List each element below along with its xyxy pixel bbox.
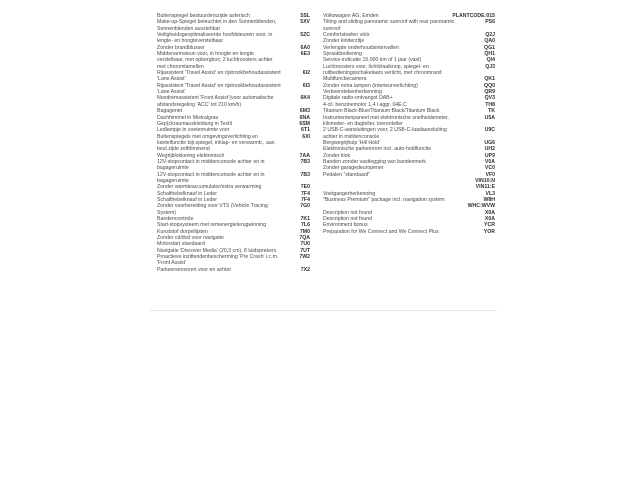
option-description: Digitale radio-ontvangst DAB+ <box>323 95 393 102</box>
option-code: U9C <box>484 127 495 134</box>
option-code: W8H <box>483 196 495 203</box>
option-code: QR9 <box>484 89 495 96</box>
option-description: Zonder klok <box>323 152 351 159</box>
option-code: QQ0 <box>484 82 495 89</box>
option-row <box>157 32 310 45</box>
option-code: X0A <box>484 209 495 216</box>
option-description: Zonder voorbereiding voor VTS (Vehicle Tracing System) <box>157 203 268 216</box>
option-code: 7F4 <box>301 196 310 203</box>
option-code: 7AA <box>299 152 310 159</box>
option-row <box>157 203 310 216</box>
option-code: 6I3 <box>302 82 310 89</box>
option-description: Instrumentenpaneel met elektronische snelheidsmeter, kilometer- en dagteller, toerenteller <box>323 114 449 127</box>
option-code: QK1 <box>484 76 495 83</box>
option-description: Schalthebelknauf in Leder <box>157 196 217 203</box>
option-description: Spraakbediening <box>323 51 362 58</box>
option-code: 7U0 <box>300 241 310 248</box>
options-content <box>157 13 495 273</box>
option-description: Schalthebelknauf in Leder <box>157 190 217 197</box>
option-description: Rijassistent 'Travel Assist' en rijstrookbehoudassistent 'Lane Assist' <box>157 82 281 96</box>
option-row <box>157 19 310 32</box>
option-description: Description not found <box>323 209 373 216</box>
option-row <box>157 172 310 185</box>
option-code: V0A <box>484 158 495 165</box>
options-column-right <box>323 13 495 235</box>
option-code: 7F4 <box>301 190 310 197</box>
option-code: 7E0 <box>300 184 310 191</box>
options-column-left <box>157 13 310 273</box>
option-code: VL3 <box>485 190 495 197</box>
option-code: UP9 <box>484 152 495 159</box>
option-code: QJ3 <box>485 63 495 70</box>
option-description: Start-stopsysteem met remenergieterugwinning <box>157 222 266 229</box>
option-code: VIN10:N <box>475 177 495 184</box>
option-row <box>157 83 310 96</box>
option-code: VF0 <box>485 171 495 178</box>
option-description: Voetgangerherkenning <box>323 190 376 197</box>
option-description: Parkeersensoren voor en achter <box>157 266 232 273</box>
option-description: Middenarmsteun voor, in hoogte en lengte verstelbaar, met opbergbox; 2 luchtroosters achter met chroomlamellen <box>157 51 273 70</box>
option-description: 12V-stopcontact in middenconsole achter en in bagageruimte <box>157 158 265 172</box>
option-code: VC0 <box>484 165 495 172</box>
option-row <box>157 134 310 153</box>
option-description: Noodremassistent 'Front Assist'(voor automatische afstandsregeling 'ACC' tot 210 km/h) <box>157 95 274 108</box>
option-code: YCR <box>484 222 495 229</box>
option-code: U5A <box>484 114 495 121</box>
option-code: 6T1 <box>301 127 310 134</box>
option-description: Bergwegrijhulp 'Hill Hold' <box>323 139 381 146</box>
option-code: QH1 <box>484 51 495 58</box>
option-description: Luchtroosters voor, lichtdraaiknop, spiegel- en ruitbedieningsschakelaars verlicht, met chroomrand <box>323 63 442 77</box>
option-code: 6XI <box>302 133 310 140</box>
option-code: WHC:WVW <box>467 203 495 210</box>
option-code: QI4 <box>486 57 495 64</box>
option-code: 6K4 <box>300 95 310 102</box>
option-row <box>157 159 310 172</box>
option-description: Bagagenet <box>157 108 183 115</box>
option-code: 7K1 <box>300 216 310 222</box>
option-code: 6E3 <box>300 51 310 58</box>
option-code: 5SL <box>300 13 310 19</box>
option-code: Q2J <box>485 32 495 39</box>
option-row <box>157 51 310 70</box>
option-description: Bandencontrole <box>157 216 194 222</box>
option-description: Zonder garagedeuropener <box>323 165 384 172</box>
option-description: Banden zonder vastlegging van bandenmerk <box>323 158 426 165</box>
option-code: 6I2 <box>302 70 310 77</box>
option-code: 5XV <box>300 19 310 26</box>
option-code: UH2 <box>484 146 495 153</box>
option-description: Comfortstoelen vóór <box>323 32 370 39</box>
option-row <box>157 254 310 267</box>
option-description: Dachhimmel in Mistralgrau <box>157 114 219 121</box>
option-description: Verlengde onderhoudsintervallen <box>323 44 399 51</box>
option-row <box>323 229 495 235</box>
option-description: Zonder warmteaccumulator/extra verwarming <box>157 184 262 191</box>
option-description: Titanium Black-Blue/Titanium Black/Titanium Black <box>323 108 440 115</box>
option-code: 5ZC <box>300 32 310 39</box>
option-row <box>323 19 495 32</box>
option-description: Preparation for We Connect and We Connect Plus <box>323 228 439 235</box>
option-code: 7G0 <box>300 203 310 210</box>
option-description: "Business Premium" package incl. navigation system <box>323 196 445 203</box>
option-row <box>323 127 495 140</box>
option-description: Motorstart standaard <box>157 241 205 248</box>
option-code: 7QA <box>299 235 310 242</box>
option-description: Zonder extra lampen (interieurverlichting) <box>323 82 418 89</box>
option-description: Pedalen "standaard" <box>323 171 371 178</box>
option-description: 12V-stopcontact in middenconsole achter en in bagageruimte <box>157 171 265 184</box>
option-code: 6SM <box>299 120 310 127</box>
option-row <box>157 70 310 83</box>
option-description: Elektronische parkeerrem incl. auto-holdfunctie <box>323 146 432 153</box>
option-code: PLANTCODE:015 <box>452 13 495 19</box>
option-description: Gep{ckraumauskleidung in Textil <box>157 120 232 127</box>
option-description: Zonder cd/dvd voor navigatie <box>157 235 224 242</box>
option-code: YOR <box>483 228 495 235</box>
option-code: X0A <box>484 216 495 222</box>
option-code: QG1 <box>484 44 495 51</box>
option-description: Navigatie 'Discover Media' (20,3 cm), 8 luidsprekers <box>157 247 277 254</box>
option-description: Proactieve inzittendenbescherming 'Pre Crash' i.c.m. 'Front Assist' <box>157 254 279 267</box>
option-row <box>323 64 495 77</box>
option-code: 6NA <box>299 114 310 121</box>
option-code: 6M3 <box>299 108 310 115</box>
option-description: Volkswagen AG, Emden <box>323 13 379 19</box>
option-code: 7W2 <box>299 254 310 261</box>
option-description: Wegrijblokkering elektronisch <box>157 152 225 159</box>
option-code: 7B3 <box>300 171 310 178</box>
option-description: Environment bonus <box>323 222 368 229</box>
option-code: 7B3 <box>300 158 310 165</box>
option-description: Buitenspiegel bestuurderszijde asferisch <box>157 13 250 19</box>
option-code: QA0 <box>484 38 495 45</box>
option-description: Verkeerstekenherkenning <box>323 89 382 96</box>
option-row <box>157 95 310 108</box>
option-description: Description not found <box>323 216 373 222</box>
option-code: 7X2 <box>300 266 310 273</box>
option-description: Multifunctiecamera <box>323 76 367 83</box>
option-description: Zonder kinderzitje <box>323 38 365 45</box>
option-description: 4-cil. benzinemotor 1,4 l aggr. 04E.C <box>323 101 407 108</box>
option-description: Zonder brandblusser <box>157 44 205 51</box>
option-code: VIN11:E <box>475 184 495 191</box>
option-code: QV3 <box>484 95 495 102</box>
option-code: TH8 <box>485 101 495 108</box>
option-code: 6A0 <box>300 44 310 51</box>
option-description: 2 USB-C-aansluitingen voor, 2 USB-C-laadaansluiting achter in middenconsole <box>323 127 447 140</box>
bottom-divider <box>150 310 497 311</box>
option-description: Service-indicatie 15.000 km of 1 jaar (vast) <box>323 57 422 64</box>
option-description: Make-up-Spiegel beleuchtet in den Sonnenblenden, Sonnenblenden ausziehbar <box>157 19 277 32</box>
option-code: 7L6 <box>301 222 310 229</box>
option-description: Kunststof dorpellijsten <box>157 228 208 235</box>
option-code: UG6 <box>484 139 495 146</box>
option-code: PS6 <box>485 19 495 26</box>
option-code: TK <box>488 108 495 115</box>
option-description: Ledlampje in voetenruimte voor <box>157 127 230 134</box>
option-code: 7M0 <box>299 228 310 235</box>
option-description: Veiligheidsgeoptimaliseerde hoofdsteunen voor, in lengte- en hoogteverstelbaar <box>157 32 273 45</box>
option-description: Tilting and sliding panoramic sunroof with rear panoramic sunroof <box>323 19 455 32</box>
option-row <box>157 267 310 273</box>
option-code: 7UT <box>300 247 310 254</box>
option-row <box>323 115 495 128</box>
option-description: Buitenspiegels met omgevingsverlichting en kantelfunctie bijr.spiegel, inklap- en verwarmb., aan best.zijde zelfdimmend <box>157 133 275 153</box>
option-description: Rijassistent 'Travel Assist' en rijstrookbehoudassistent 'Lane Assist' <box>157 70 281 83</box>
